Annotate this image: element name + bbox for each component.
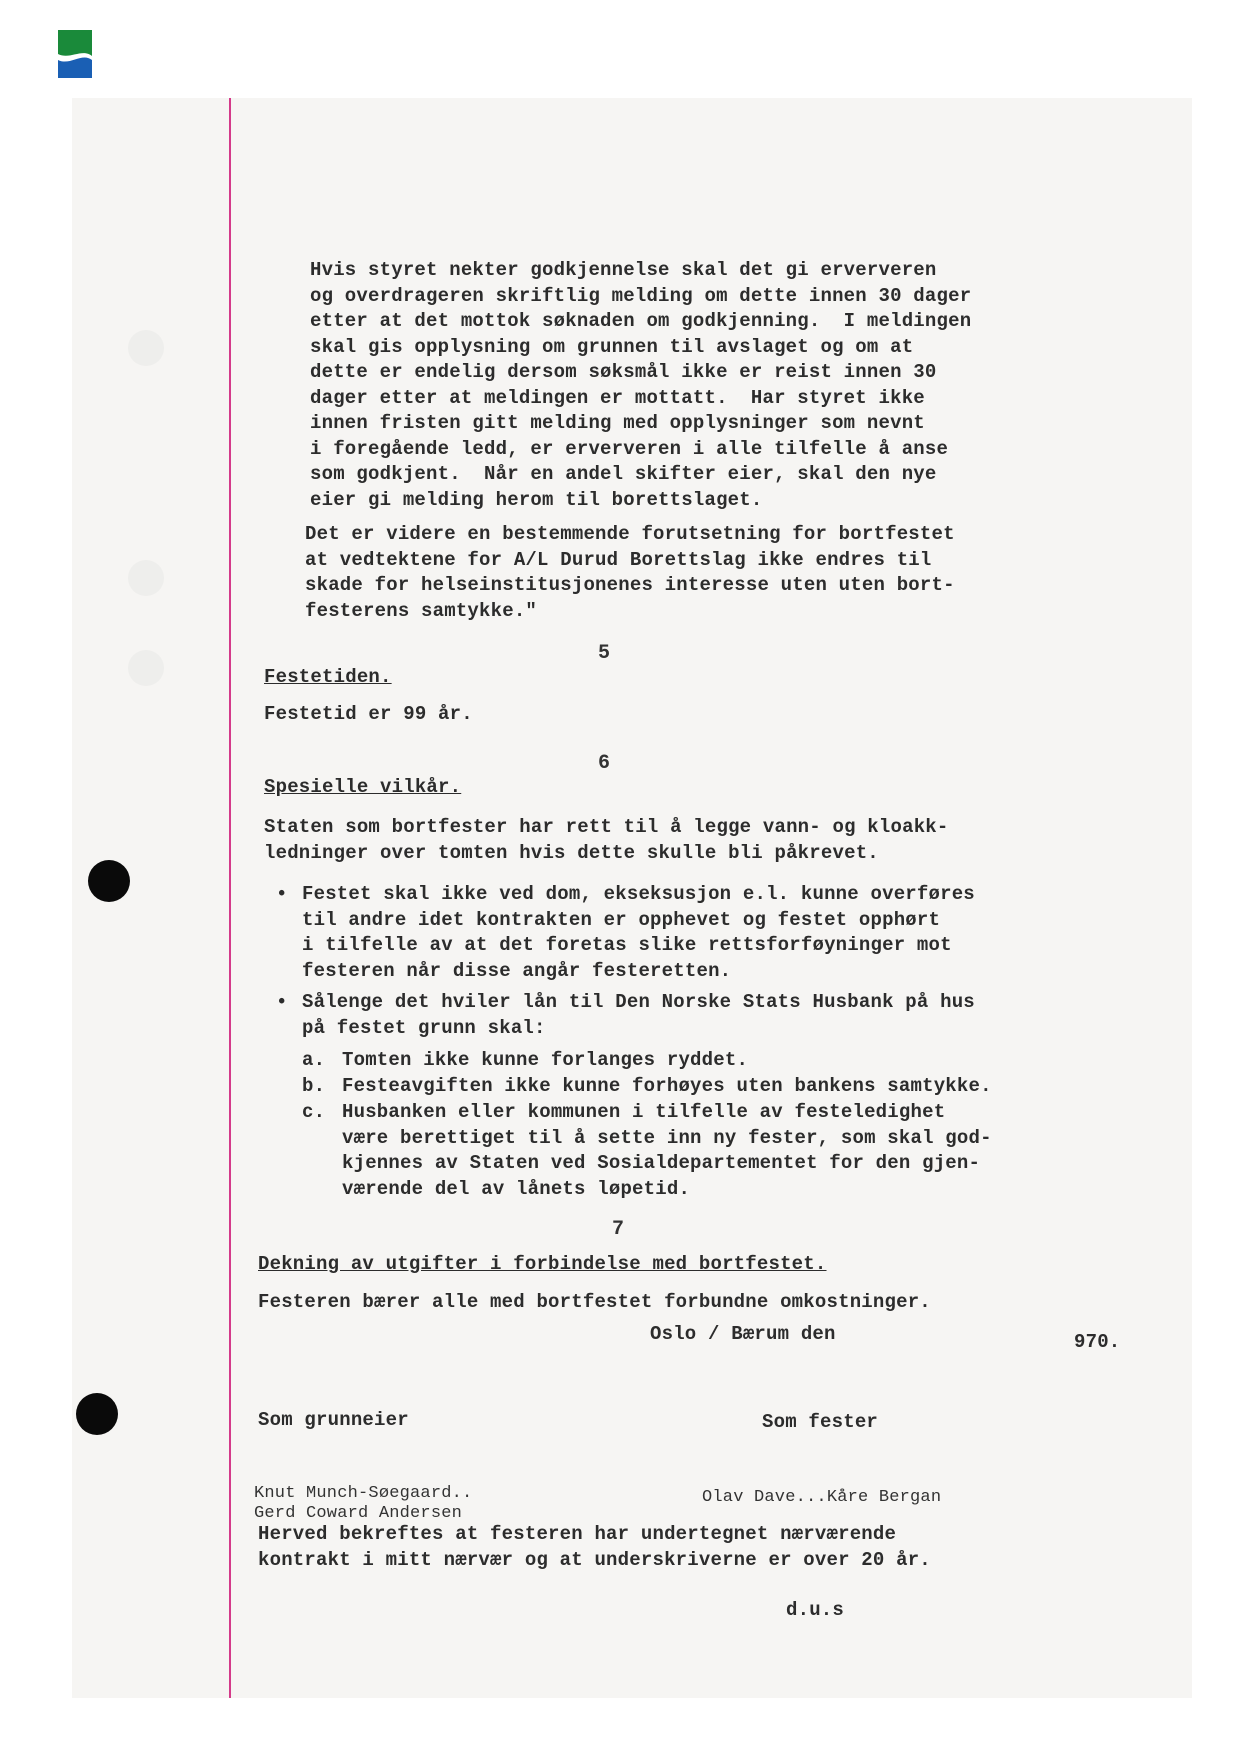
section-body: Festeren bærer alle med bortfestet forbundne omkostninger.	[258, 1291, 931, 1313]
list-item: Tomten ikke kunne forlanges ryddet.	[342, 1049, 749, 1071]
list-item-label: c.	[302, 1101, 326, 1123]
section-heading: Festetiden.	[264, 666, 392, 688]
section-number: 7	[612, 1218, 625, 1241]
attestation: Herved bekreftes at festeren har undertegnet nærværende kontrakt i mitt nærvær og at underskriverne er over 20 år.	[258, 1523, 931, 1571]
signature-names-right: Olav Dave...Kåre Bergan	[702, 1488, 942, 1507]
wave-logo-icon	[56, 30, 94, 78]
faint-punch-hole	[128, 650, 164, 686]
list-item: Husbanken eller kommunen i tilfelle av festeledighet være berettiget til å sette inn ny fester, som skal god- kjennes av Staten ved Sosialdepartementet for den gjen- værende del av lånets løpetid.	[342, 1101, 992, 1200]
paragraph-2: Det er videre en bestemmende forutsetning for bortfestet at vedtektene for A/L Durud Borettslag ikke endres til skade for helseinstitusjonenes interesse uten uten bort- festerens samtykke."	[305, 523, 955, 622]
punch-hole	[88, 860, 130, 902]
section-number: 6	[598, 752, 611, 775]
signature-names-left: Knut Munch-Søegaard.. Gerd Coward Andersen	[254, 1484, 473, 1523]
section-heading: Dekning av utgifter i forbindelse med bortfestet.	[258, 1253, 827, 1275]
signature-label-left: Som grunneier	[258, 1409, 409, 1431]
faint-punch-hole	[128, 560, 164, 596]
list-item-label: a.	[302, 1049, 326, 1071]
signature-label-right: Som fester	[762, 1411, 879, 1433]
list-item: Festeavgiften ikke kunne forhøyes uten bankens samtykke.	[342, 1075, 992, 1097]
section-body: Festetid er 99 år.	[264, 703, 473, 725]
section-intro: Staten som bortfester har rett til å legge vann- og kloakk- ledninger over tomten hvis dette skulle bli påkrevet.	[264, 816, 949, 864]
bullet-marker: •	[276, 991, 288, 1013]
bullet-marker: •	[276, 883, 288, 905]
date-year: 970.	[1074, 1331, 1121, 1353]
place-date: Oslo / Bærum den	[650, 1323, 836, 1345]
faint-punch-hole	[128, 330, 164, 366]
section-heading: Spesielle vilkår.	[264, 776, 462, 798]
bullet-2: Sålenge det hviler lån til Den Norske Stats Husbank på hus på festet grunn skal:	[302, 991, 975, 1039]
closing: d.u.s	[786, 1599, 845, 1621]
paragraph-1: Hvis styret nekter godkjennelse skal det gi erververen og overdrageren skriftlig melding om dette innen 30 dager etter at det mottok søknaden om godkjenning. I meldingen skal gis opplysning om grunnen til avslaget og om at dette er endelig dersom søksmål ikke er reist innen 30 dager etter at meldingen er mottatt. Har styret ikke innen fristen gitt melding med opplysninger som nevnt i foregående ledd, er erververen i alle tilfelle å anse som godkjent. Når en andel skifter eier, skal den nye eier gi melding herom til borettslaget.	[310, 259, 972, 511]
list-item-label: b.	[302, 1075, 326, 1097]
bullet-1: Festet skal ikke ved dom, ekseksusjon e.l. kunne overføres til andre idet kontrakten er opphevet og festet opphørt i tilfelle av at det foretas slike rettsforføyninger mot festeren når disse angår festeretten.	[302, 883, 975, 982]
punch-hole	[76, 1393, 118, 1435]
section-number: 5	[598, 642, 611, 665]
margin-line	[229, 98, 231, 1698]
